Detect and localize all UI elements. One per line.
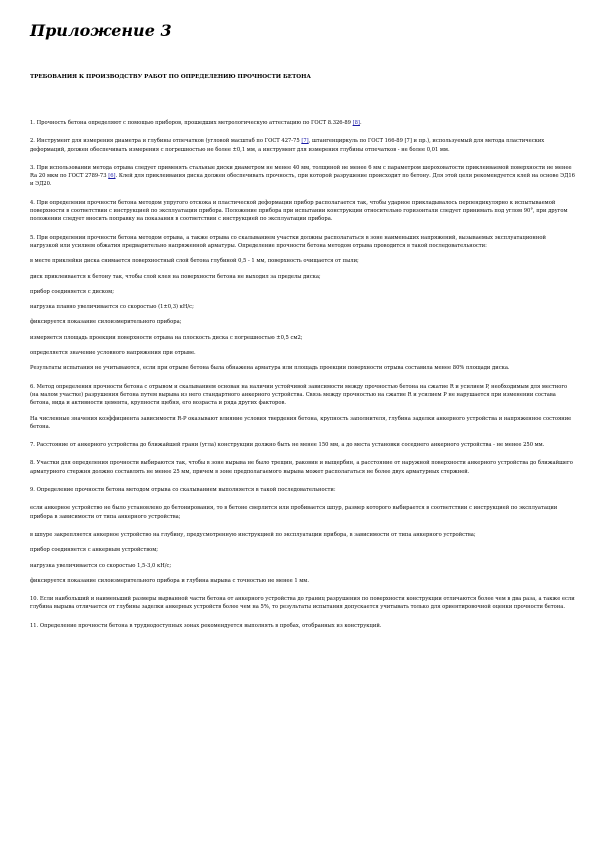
paragraph (30, 257, 575, 265)
paragraph-text: в месте приклейки диска снимается поверхностный слой бетона глубиной 0,5 - 1 мм, поверхность очищается от пыли; (30, 258, 359, 265)
paragraph-text: 6. Метод определения прочности бетона с отрывом и скалыванием основан на наличии устойчивой зависимости между прочностью бетона на сжатие R и усилием P, необходимым для местного (на малом участке) разрушения бетона путем вырыва из него стандартного анкерного устройства. Связь между прочностью на сжатие R и усилием P не нарушается при изменении состава бетона, вида и активности цемента, крупности щебня, его возраста и ряда других факторов. (30, 383, 568, 407)
paragraph (30, 546, 575, 554)
paragraph-text: фиксируется показание силоизмерительного прибора и глубина вырыва с точностью не менее 1 мм. (30, 577, 309, 584)
paragraph (30, 595, 575, 612)
paragraph (30, 164, 575, 189)
paragraph-text: 7. Расстояние от анкерного устройства до ближайшей грани (угла) конструкции должно быть не менее 150 мм, а до места установки соседнего анкерного устройства - не менее 250 мм. (30, 442, 545, 449)
paragraph (30, 486, 575, 494)
reference-link[interactable]: [8] (352, 120, 360, 126)
paragraph-text: 10. Если наибольший и наименьший размеры вырванной части бетона от анкерного устройства до границ разрушения по поверхности конструкции отличаются более чем в два раза, а также если глубина вырыва отличается от глубины заделки анкерных устройств более чем на 5%, то результаты испытания допускается учитывать только для ориентировочной оценки прочности бетона. (30, 596, 575, 611)
paragraph (30, 459, 575, 476)
paragraph (30, 349, 575, 357)
reference-link[interactable]: [6] (108, 173, 116, 180)
paragraph-text: прибор соединяется с анкерным устройством; (30, 547, 159, 554)
paragraph-text-tail: . (359, 120, 362, 126)
reference-link[interactable]: [7] (301, 138, 309, 145)
paragraph-text: измеряется площадь проекции поверхности отрыва на плоскость диска с погрешностью ±0,5 см2; (30, 334, 303, 341)
paragraph-text: 2. Инструмент для измерения диаметра и глубины отпечатков (угловой масштаб по ГОСТ 427-75 (30, 138, 302, 145)
paragraph (30, 334, 575, 342)
paragraph-text-tail: . Клей для приклеивания диска должен обеспечивать прочность, при которой разрушение происходит по бетону. Для этой цели рекомендуется клей на основе ЭД16 и ЭД20. (30, 173, 575, 188)
paragraph (30, 531, 575, 539)
paragraph (30, 622, 575, 630)
paragraph-text: прибор соединяется с диском; (30, 288, 114, 295)
paragraph-text: нагрузка плавно увеличивается со скоростью (1±0,3) кН/с; (30, 304, 194, 311)
paragraph (30, 137, 575, 154)
paragraph-text: фиксируется показание силоизмерительного прибора; (30, 319, 182, 326)
paragraph-text: На численные значения коэффициента зависимости R-P оказывают влияние условия твердения бетона, крупность заполнителя, глубина заделки анкерного устройства и напряженное состояние бетона. (30, 415, 572, 430)
section-heading: ТРЕБОВАНИЯ К ПРОИЗВОДСТВУ РАБОТ ПО ОПРЕДЕЛЕНИЮ ПРОЧНОСТИ БЕТОНА (30, 74, 311, 80)
paragraph (30, 273, 575, 281)
paragraph-text: определяется значение условного напряжения при отрыве. (30, 350, 196, 357)
paragraph-text: 8. Участки для определения прочности выбираются так, чтобы в зоне вырыва не было трещин, раковин и выщербин, а расстояние от наружной поверхности анкерного устройства до ближайшего арматурного стержня должно составлять не менее 25 мм, причем в зоне предполагаемого вырыва может располагаться не более двух арматурных стержней. (30, 460, 573, 475)
page-title: Приложение 3 (30, 21, 172, 40)
paragraph (30, 199, 575, 224)
paragraph (30, 364, 575, 372)
paragraph (30, 504, 575, 521)
paragraph (30, 441, 575, 449)
paragraph-text: 5. При определении прочности бетона методом отрыва, а также отрыва со скалыванием участки должны располагаться в зоне наименьших напряжений, вызываемых эксплуатационной нагрузкой или усилием обжатия предварительно напряженной арматуры. Определение прочности бетона методом отрыва проводится в такой последовательности: (30, 234, 546, 249)
document-body (30, 111, 575, 630)
paragraph-text: 4. При определении прочности бетона методом упругого отскока и пластической деформации прибор располагается так, чтобы ударное прикладывалось перпендикулярно к испытываемой поверхности в соответствии с инструкцией по эксплуатации прибора. Положение прибора при испытании конструкции относительно горизонтали следует принимать под углом 90°, при другом положении следует вносить поправку на показания в соответствии с инструкцией по эксплуатации прибора. (30, 199, 568, 223)
paragraph-text-tail: , штангенциркуль по ГОСТ 166-89 [7] и пр.), используемый для метода пластических деформаций, должен обеспечивать измерения с погрешностью не более ±0,1 мм, а инструмент для измерения глубины отпечатков - не более 0,01 мм. (30, 138, 545, 153)
paragraph-text: если анкерное устройство не было установлено до бетонирования, то в бетоне сверлится или пробивается шпур, размер которого выбирается в соответствии с инструкцией по эксплуатации прибора в зависимости от типа анкерного устройства; (30, 505, 558, 520)
paragraph (30, 119, 575, 127)
paragraph (30, 577, 575, 585)
paragraph-text: в шпуре закрепляется анкерное устройство на глубину, предусмотренную инструкцией по эксплуатации прибора, в зависимости от типа анкерного устройства; (30, 531, 476, 538)
paragraph-text: Результаты испытания не учитываются, если при отрыве бетона была обнажена арматура или площадь проекции поверхности отрыва составила менее 80% площади диска. (30, 365, 510, 372)
paragraph-text: 1. Прочность бетона определяют с помощью приборов, прошедших метрологическую аттестацию по ГОСТ 8.326-89 (30, 120, 353, 126)
paragraph-text: 11. Определение прочности бетона в труднодоступных зонах рекомендуется выполнять в пробах, отобранных из конструкций. (30, 622, 382, 629)
paragraph (30, 383, 575, 408)
paragraph (30, 288, 575, 296)
paragraph (30, 234, 575, 251)
paragraph (30, 318, 575, 326)
paragraph (30, 303, 575, 311)
paragraph-text: 3. При использовании метода отрыва следует применять стальные диски диаметром не менее 40 мм, толщиной не менее 6 мм с параметром шероховатости приклеиваемой поверхности не менее Ra 20 мкм по ГОСТ 2789-73 (30, 164, 572, 180)
paragraph-text: диск приклеивается к бетону так, чтобы слой клея на поверхности бетона не выходил за пределы диска; (30, 273, 321, 280)
paragraph-text: нагрузка увеличивается со скоростью 1,5-3,0 кН/с; (30, 562, 172, 569)
paragraph (30, 562, 575, 570)
paragraph (30, 415, 575, 432)
paragraph-text: 9. Определение прочности бетона методом отрыва со скалыванием выполняется в такой последовательности: (30, 487, 336, 494)
